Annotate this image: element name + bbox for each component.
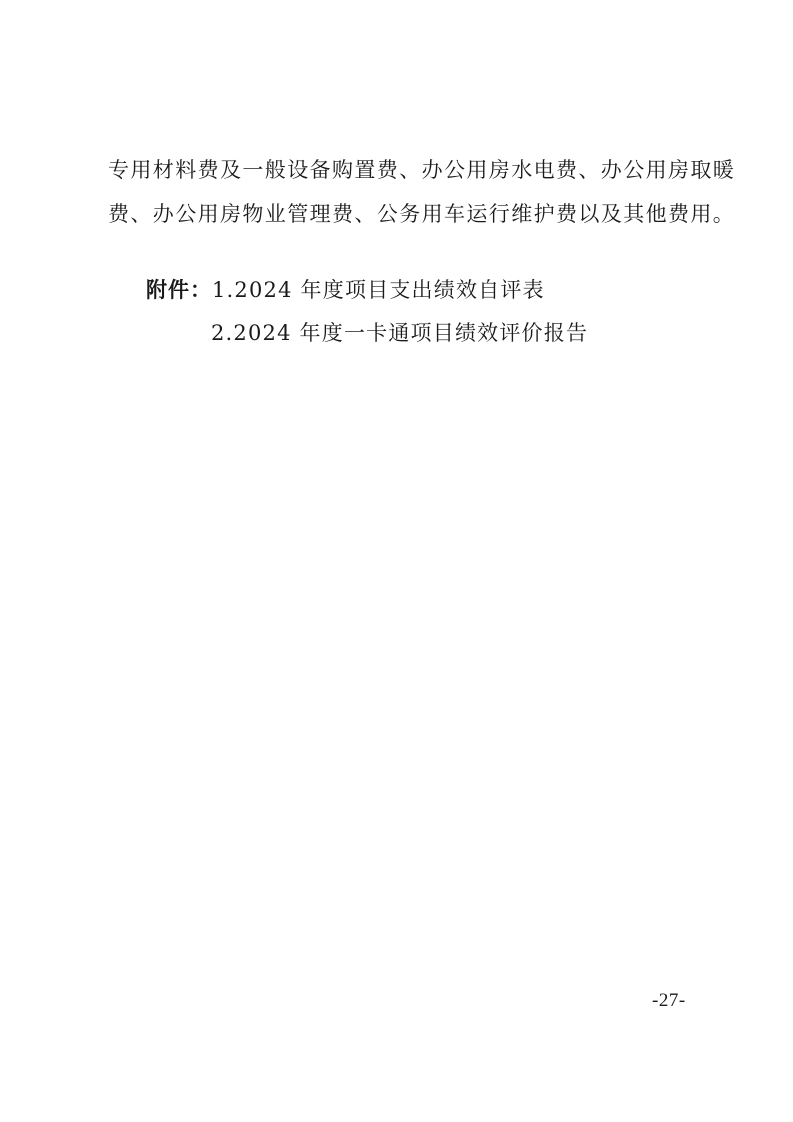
attachment-label: 附件： — [146, 278, 212, 302]
paragraph-line-2: 费、办公用房物业管理费、公务用车运行维护费以及其他费用。 — [108, 202, 736, 226]
body-paragraph — [108, 148, 736, 236]
attachment-item-2 — [211, 311, 588, 355]
page-number: -27- — [652, 990, 686, 1011]
attachment-title-2: 2.2024 年度一卡通项目绩效评价报告 — [211, 321, 589, 345]
attachment-item-1 — [146, 268, 545, 312]
paragraph-line-1: 专用材料费及一般设备购置费、办公用房水电费、办公用房取暖 — [108, 158, 736, 182]
attachment-title-1: 1.2024 年度项目支出绩效自评表 — [212, 278, 545, 302]
